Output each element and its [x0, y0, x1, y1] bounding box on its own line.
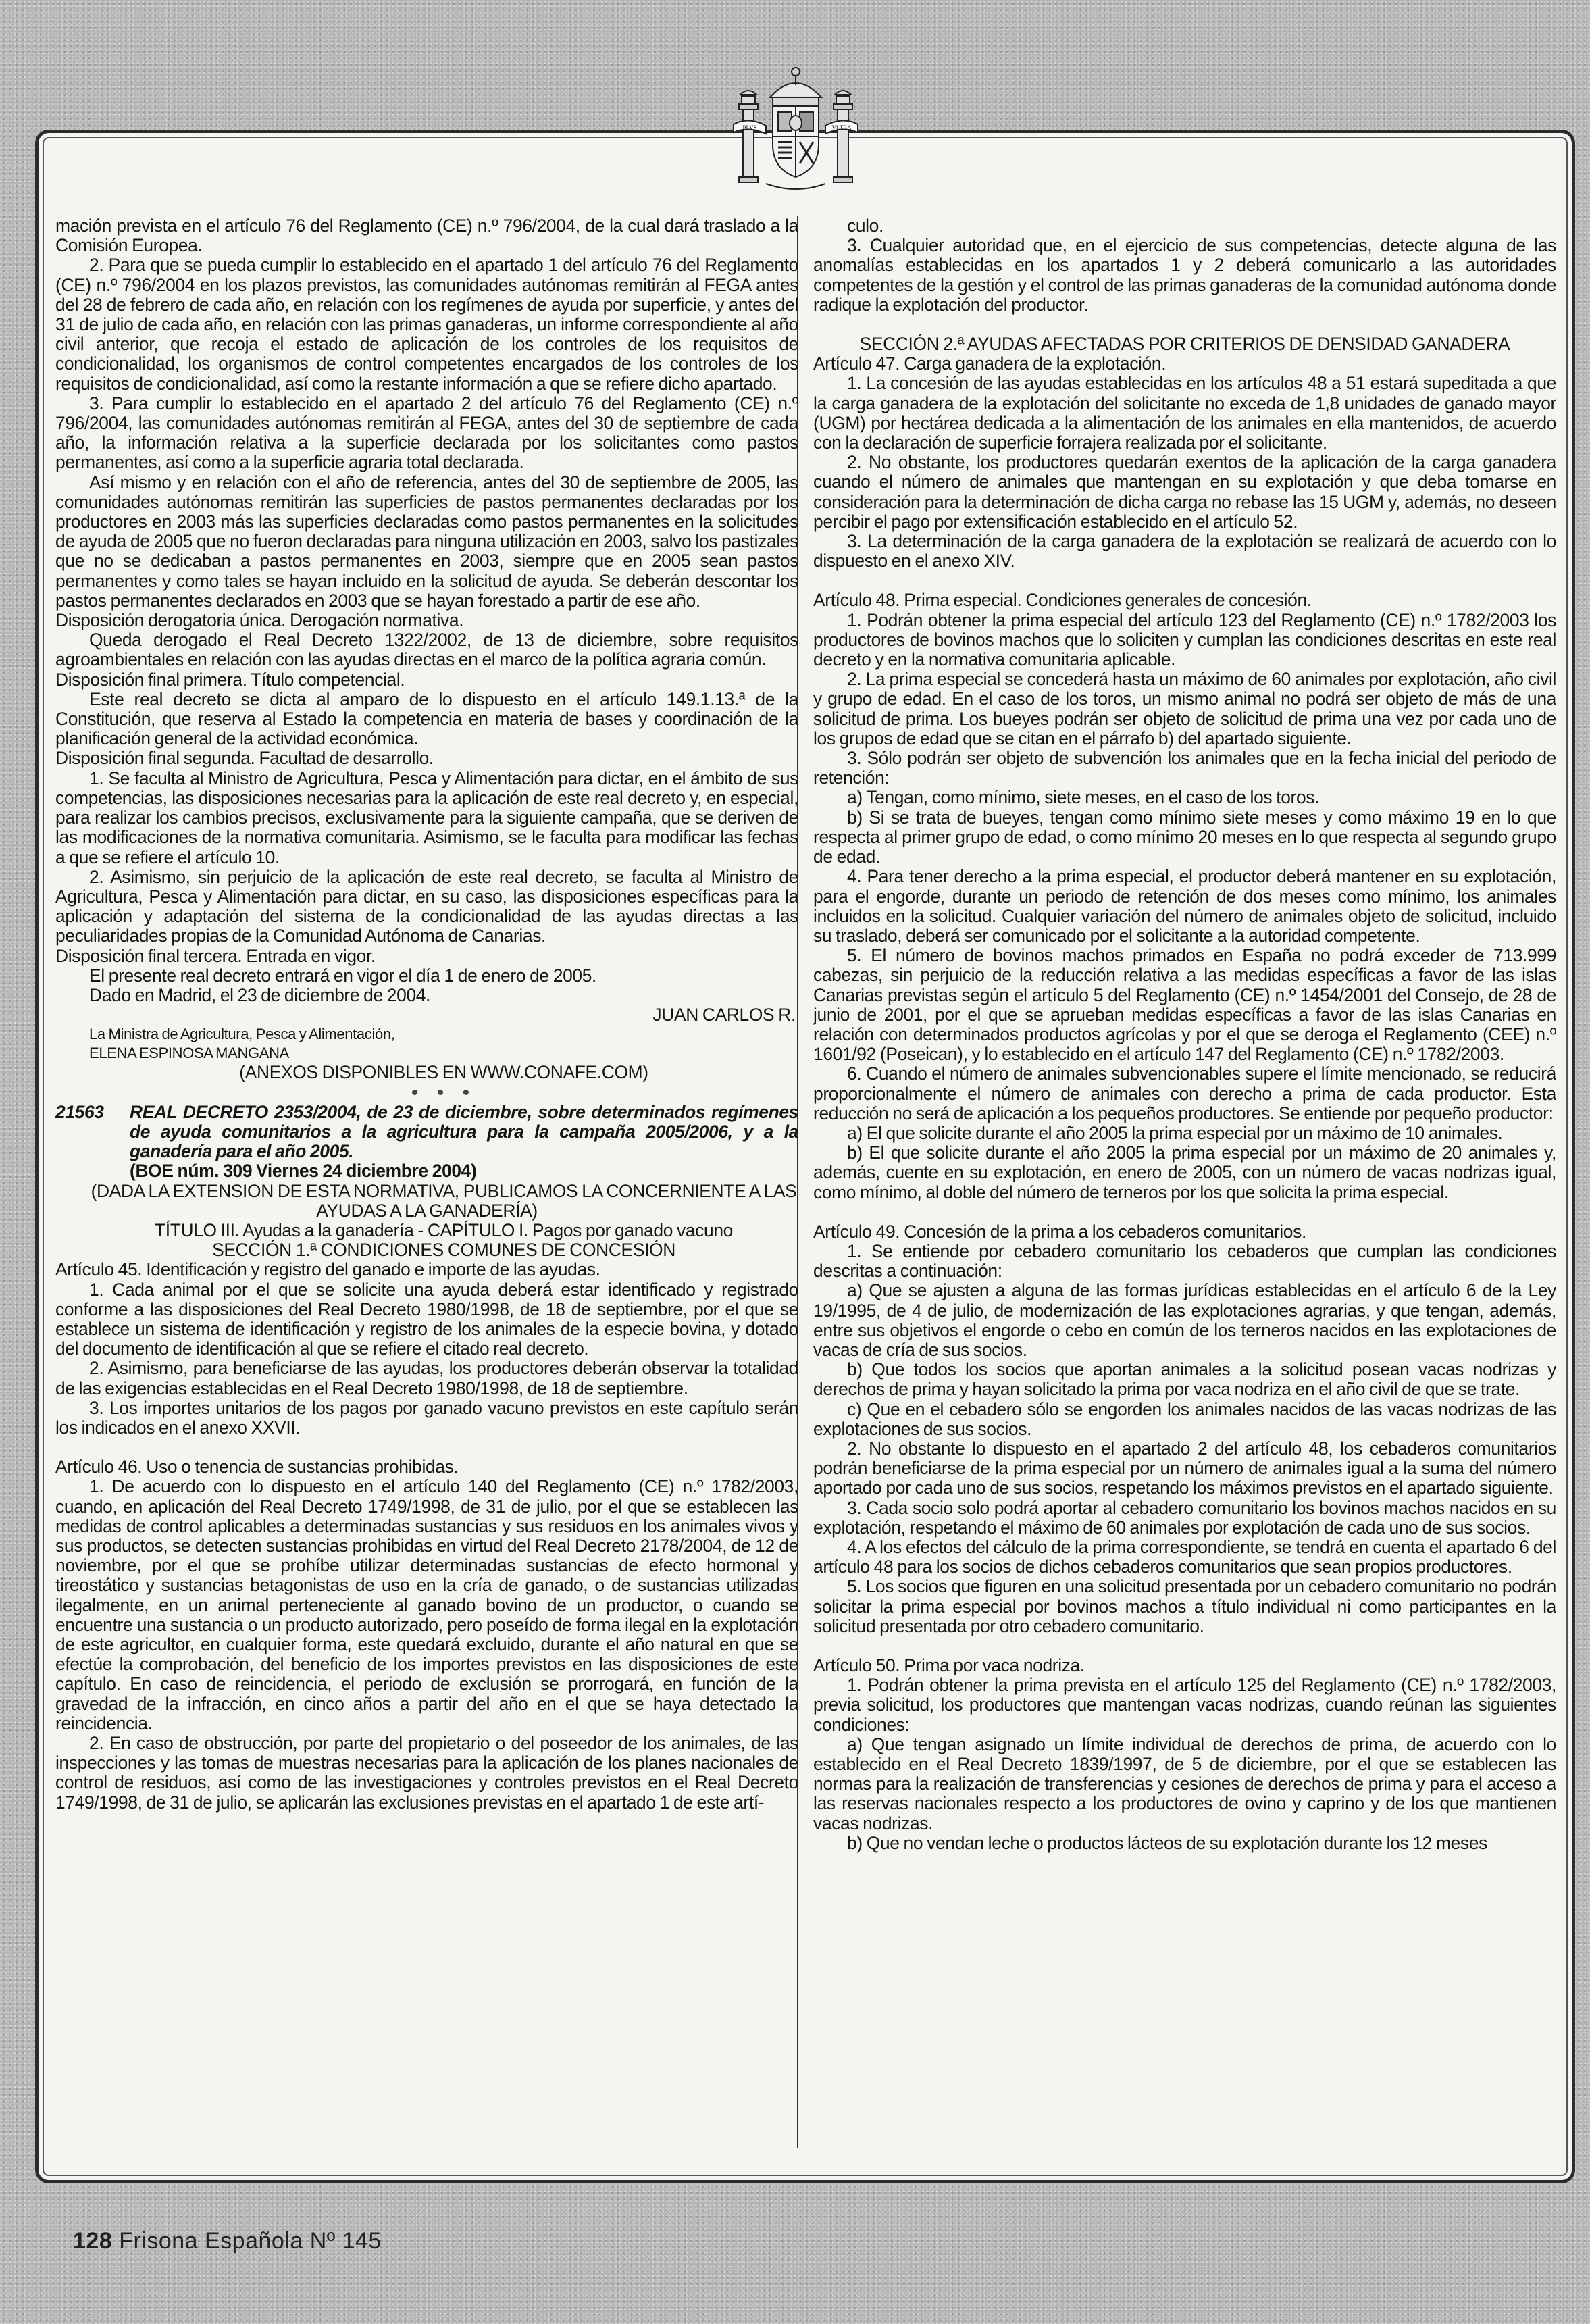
minister-title: La Ministra de Agricultura, Pesca y Alimentación, — [89, 1026, 395, 1043]
paragraph: a) Que se ajusten a alguna de las formas jurídicas establecidas en el artículo 6 de la Ley 19/1995, de 4 de julio, de modernización de las explotaciones agrarias, y que tengan, además, entre sus objetivos el engorde o cebo en común de los terneros nacidos en las explotaciones de vacas de cría de sus socios. — [813, 1280, 1556, 1360]
paragraph: b) Si se trata de bueyes, tengan como mínimo siete meses y como máximo 19 en lo que respecta al primer grupo de edad, o como mínimo 20 meses en lo que respecta al segundo grupo de edad. — [813, 807, 1556, 867]
section-title: SECCIÓN 1.ª CONDICIONES COMUNES DE CONCESIÓN — [212, 1240, 675, 1261]
paragraph: 1. Se entiende por cebadero comunitario los cebaderos que cumplan las condiciones descritas a continuación: — [813, 1240, 1556, 1282]
paragraph: 3. Para cumplir lo establecido en el apartado 2 del artículo 76 del Reglamento (CE) n.º 796/2004, las comunidades autónomas remitirán al FEGA, antes del 30 de septiembre de cada año, la información relativa a la superficie declarada por los solicitantes como pastos permanentes, así como a la superficie agraria total declarada. — [55, 393, 798, 473]
decree-title-text: REAL DECRETO 2353/2004, de 23 de diciembre, sobre determinados regímenes de ayuda comunitarios a la agricultura para la campaña 2005/2006, y a la ganadería para el año 2005. — [130, 1101, 798, 1162]
section-heading: Disposición derogatoria única. Derogación normativa. — [55, 610, 464, 631]
paragraph: Queda derogado el Real Decreto 1322/2002, de 13 de diciembre, sobre requisitos agroambientales en relación con las ayudas directas en el marco de la política agraria común. — [55, 630, 798, 670]
left-column — [55, 216, 798, 2148]
decree-number: 21563 — [55, 1101, 104, 1122]
page-number: 128 — [73, 2228, 113, 2254]
paragraph: 5. El número de bovinos machos primados en España no podrá exceder de 713.999 cabezas, sin perjuicio de la reducción relativa a las medidas específicas a favor de las islas Canarias previstas según el artículo 5 del Reglamento (CE) n.º 1454/2001 del Consejo, de 28 de junio de 2001, por el que se aprueban medidas específicas a favor de las islas Canarias en relación con determinados productos agrícolas y por el que se deroga el Reglamento (CEE) n.º 1601/92 (Poseican), y lo establecido en el artículo 147 del Reglamento (CE) n.º 1782/2003. — [813, 945, 1556, 1065]
annex-note: (ANEXOS DISPONIBLES EN WWW.CONAFE.COM) — [239, 1062, 648, 1083]
paragraph: 4. Para tener derecho a la prima especial, el productor deberá mantener en su explotación, para el engorde, durante un periodo de retención de dos meses como mínimo, los animales incluidos en la solicitud. Cualquier variación del número de animales objeto de solicitud, incluido su traslado, deberá ser comunicado por el solicitante a la autoridad competente. — [813, 866, 1556, 946]
paragraph: 2. Para que se pueda cumplir lo establecido en el apartado 1 del artículo 76 del Reglamento (CE) n.º 796/2004 en los plazos previstos, las comunidades autónomas remitirán al FEGA antes del 28 de febrero de cada año, en relación con los regímenes de ayuda por superficie, y antes del 31 de julio de cada año, en relación con las primas ganaderas, un informe correspondiente al año civil anterior, que recoja el estado de aplicación de los controles de los requisitos de condicionalidad, los organismos de control competentes encargados de los controles de los requisitos de condicionalidad, así como la restante información a que se refiere dicho apartado. — [55, 255, 798, 394]
paragraph: 3. La determinación de la carga ganadera de la explotación se realizará de acuerdo con lo dispuesto en el anexo XIV. — [813, 531, 1556, 572]
paragraph: a) Que tengan asignado un límite individual de derechos de prima, de acuerdo con lo establecido en el Real Decreto 1839/1997, de 5 de diciembre, por el que se establecen las normas para la realización de transferencias y cesiones de derechos de prima y para el acceso a las reservas nacionales respecto a los productores de ovino y caprino y de los que mantienen vacas nodrizas. — [813, 1734, 1556, 1834]
paragraph: 3. Los importes unitarios de los pagos por ganado vacuno previstos en este capítulo serán los indicados en el anexo XXVII. — [55, 1397, 798, 1438]
paragraph: b) Que no vendan leche o productos lácteos de su explotación durante los 12 meses — [847, 1832, 1487, 1853]
paragraph: 2. La prima especial se concederá hasta un máximo de 60 animales por explotación, año civil y grupo de edad. En el caso de los toros, un mismo animal no podrá ser objeto de más de una solicitud de prima. Los bueyes podrán ser objeto de solicitud de prima una vez por cada uno de los grupos de edad que se citan en el párrafo b) del apartado siguiente. — [813, 669, 1556, 749]
paragraph: Dado en Madrid, el 23 de diciembre de 2004. — [89, 984, 431, 1005]
paragraph: 2. No obstante lo dispuesto en el apartado 2 del artículo 48, los cebaderos comunitarios podrán beneficiarse de la prima especial por un número de animales igual a la suma del número aportado por cada uno de sus socios, respetando los máximos previstos en el apartado siguiente. — [813, 1438, 1556, 1498]
paragraph: a) Tengan, como mínimo, siete meses, en el caso de los toros. — [847, 787, 1320, 808]
title-heading: TÍTULO III. Ayudas a la ganadería - CAPÍTULO I. Pagos por ganado vacuno — [154, 1219, 734, 1240]
separator-dots: • • • — [411, 1081, 477, 1104]
paragraph: 5. Los socios que figuren en una solicitud presentada por un cebadero comunitario no podrán solicitar la prima especial por bovinos machos a título individual ni como participantes en la solicitud presentada por otro cebadero comunitario. — [813, 1576, 1556, 1636]
paragraph: a) El que solicite durante el año 2005 la prima especial por un máximo de 10 animales. — [847, 1122, 1503, 1143]
section-heading: Disposición final tercera. Entrada en vigor. — [55, 945, 376, 966]
paragraph: 1. Cada animal por el que se solicite una ayuda deberá estar identificado y registrado conforme a las disposiciones del Real Decreto 1980/1998, de 18 de septiembre, por el que se establece un sistema de identificación y registro de los animales de la especie bovina, y dotado del documento de identificación al que se refiere el citado real decreto. — [55, 1279, 798, 1359]
paragraph: culo. — [847, 216, 883, 236]
signer-name: JUAN CARLOS R. — [652, 1005, 796, 1026]
article-heading: Artículo 49. Concesión de la prima a los cebaderos comunitarios. — [813, 1221, 1306, 1242]
paragraph: 2. Asimismo, sin perjuicio de la aplicación de este real decreto, se faculta al Ministro de Agricultura, Pesca y Alimentación para dictar, en su caso, las disposiciones específicas para la aplicación y adaptación del sistema de la condicionalidad de las ayudas directas a las peculiaridades propias de la Comunidad Autónoma de Canarias. — [55, 866, 798, 946]
decree-title — [130, 1103, 798, 1182]
paragraph: b) El que solicite durante el año 2005 la prima especial por un máximo de 20 animales y, además, cuente en su explotación, en enero de 2005, con un número de vacas nodrizas igual, como mínimo, al doble del número de terneros por los que solicita la prima especial. — [813, 1142, 1556, 1203]
paragraph: El presente real decreto entrará en vigor el día 1 de enero de 2005. — [89, 965, 597, 986]
crest-motto-right: VLTRA — [831, 124, 852, 131]
paragraph: Este real decreto se dicta al amparo de lo dispuesto en el artículo 149.1.13.ª de la Constitución, que reserva al Estado la competencia en materia de bases y coordinación de la planificación general de la actividad económica. — [55, 688, 798, 749]
spanish-coat-of-arms-icon — [728, 62, 863, 195]
minister-name: ELENA ESPINOSA MANGANA — [89, 1044, 289, 1062]
article-heading: Artículo 46. Uso o tenencia de sustancias prohibidas. — [55, 1457, 459, 1477]
paragraph: 1. Se faculta al Ministro de Agricultura, Pesca y Alimentación para dictar, en el ámbito de sus competencias, las disposiciones necesarias para la aplicación de este real decreto y, en especial, para realizar los cambios precisos, exclusivamente para la siguiente campaña, que se deriven de las modificaciones de la normativa comunitaria. Asimismo, se le faculta para modificar las fechas a que se refiere el artículo 10. — [55, 767, 798, 867]
page-footer — [73, 2228, 382, 2254]
section-heading: Disposición final segunda. Facultad de desarrollo. — [55, 748, 434, 769]
article-heading: Artículo 47. Carga ganadera de la explotación. — [813, 353, 1166, 374]
paragraph: 4. A los efectos del cálculo de la prima correspondiente, se tendrá en cuenta el apartado 6 del artículo 48 para los socios de dichos cebaderos comunitarios que sean propios productores. — [813, 1537, 1556, 1577]
decree-boe: (BOE núm. 309 Viernes 24 diciembre 2004) — [130, 1161, 477, 1182]
publication-name: Frisona Española Nº 145 — [119, 2228, 382, 2254]
article-heading: Artículo 50. Prima por vaca nodriza. — [813, 1655, 1085, 1676]
paragraph: 3. Cualquier autoridad que, en el ejercicio de sus competencias, detecte alguna de las anomalías establecidas en los apartados 1 y 2 deberá comunicarlo a las autoridades competentes de la gestión y el control de las primas ganaderas de la comunidad autónoma donde radique la explotación del productor. — [813, 235, 1556, 315]
right-column — [813, 216, 1556, 2148]
paragraph: 2. En caso de obstrucción, por parte del propietario o del poseedor de los animales, de las inspecciones y las tomas de muestras necesarias para la aplicación de los planes nacionales de control de residuos, así como de las investigaciones y controles previstos en el Real Decreto 1749/1998, de 31 de julio, se aplicarán las exclusiones previstas en el apartado 1 de este artí- — [55, 1733, 798, 1813]
section-heading: Disposición final primera. Título competencial. — [55, 669, 405, 690]
crest-motto-left: PLVS — [742, 124, 757, 131]
article-heading: Artículo 45. Identificación y registro del ganado e importe de las ayudas. — [55, 1259, 600, 1280]
paragraph: 2. Asimismo, para beneficiarse de las ayudas, los productores deberán observar la totalidad de las exigencias establecidas en el Real Decreto 1980/1998, de 18 de septiembre. — [55, 1358, 798, 1398]
paragraph: 1. Podrán obtener la prima especial del artículo 123 del Reglamento (CE) n.º 1782/2003 los productores de bovinos machos que lo soliciten y cumplan las condiciones descritas en este real decreto y en la normativa comunitaria aplicable. — [813, 609, 1556, 670]
paragraph: Así mismo y en relación con el año de referencia, antes del 30 de septiembre de 2005, las comunidades autónomas remitirán las superficies de pastos permanentes declaradas por los productores en 2003 más las superficies declaradas como pastos permanentes en la solicitudes de ayuda de 2005 que no fueron declaradas para ninguna utilización en 2003, salvo los pastizales que no se dedicaban a pastos permanentes en 2003, siempre que en 2005 sean pastos permanentes y como tales se hayan incluido en la solicitud de ayuda. Se deberán descontar los pastos permanentes declarados en 2003 que se hayan forestado a partir de ese año. — [55, 472, 798, 611]
article-heading: Artículo 48. Prima especial. Condiciones generales de concesión. — [813, 590, 1312, 611]
paragraph: 2. No obstante, los productores quedarán exentos de la aplicación de la carga ganadera cuando el número de animales que mantengan en su explotación y que deba tomarse en consideración para la determinación de dicha carga no rebase las 15 UGM y, además, no deseen percibir el pago por extensificación establecido en el artículo 52. — [813, 452, 1556, 532]
paragraph: 1. De acuerdo con lo dispuesto en el artículo 140 del Reglamento (CE) n.º 1782/2003, cuando, en aplicación del Real Decreto 1749/1998, de 31 de julio, por el que se establecen las medidas de control aplicables a determinadas sustancias y sus residuos en los animales vivos y sus productos, se detecten sustancias prohibidas en virtud del Real Decreto 2178/2004, de 12 de noviembre, por el que se prohíbe utilizar determinadas sustancias de efecto hormonal y tireostático y sustancias betagonistas de uso en la cría de ganado, o de sustancias utilizadas ilegalmente, en un animal perteneciente al ganado bovino de un productor, o cuando se encuentre una sustancia o un producto autorizado, pero poseído de forma ilegal en la explotación de este agricultor, en cualquier forma, este quedará excluido, durante el año natural en que se efectúe la comprobación, del beneficio de los importes previstos en las disposiciones de este capítulo. En caso de reincidencia, el periodo de exclusión se prorrogará, en función de la gravedad de la infracción, en cinco años a partir del año en el que se haya detectado la reincidencia. — [55, 1476, 798, 1734]
paragraph: c) Que en el cebadero sólo se engorden los animales nacidos de las vacas nodrizas de las explotaciones de sus socios. — [813, 1398, 1556, 1439]
paragraph: mación prevista en el artículo 76 del Reglamento (CE) n.º 796/2004, de la cual dará traslado a la Comisión Europea. — [55, 216, 798, 256]
paragraph: b) Que todos los socios que aportan animales a la solicitud posean vacas nodrizas y derechos de prima y hayan solicitado la prima por vaca nodriza en el año civil de que se trate. — [813, 1359, 1556, 1400]
paragraph: 3. Sólo podrán ser objeto de subvención los animales que en la fecha inicial del periodo de retención: — [813, 748, 1556, 788]
paragraph: 6. Cuando el número de animales subvencionables supere el límite mencionado, se reducirá proporcionalmente el número de animales con derecho a prima de cada productor. Esta reducción no será de aplicación a los pequeños productores. Se entiende por pequeño productor: — [813, 1063, 1556, 1123]
paragraph: 3. Cada socio solo podrá aportar al cebadero comunitario los bovinos machos nacidos en su explotación, respetando el máximo de 60 animales por explotación de cada uno de sus socios. — [813, 1497, 1556, 1538]
section-title: SECCIÓN 2.ª AYUDAS AFECTADAS POR CRITERIOS DE DENSIDAD GANADERA — [859, 334, 1510, 355]
paragraph: 1. La concesión de las ayudas establecidas en los artículos 48 a 51 estará supeditada a que la carga ganadera de la explotación del solicitante no exceda de 1,8 unidades de ganado mayor (UGM) por hectárea dedicada a la alimentación de los animales en ella mantenidos, de acuerdo con la declaración de superficie forrajera realizada por el solicitante. — [813, 373, 1556, 453]
paragraph: 1. Podrán obtener la prima prevista en el artículo 125 del Reglamento (CE) n.º 1782/2003, previa solicitud, los productores que mantengan vacas nodrizas, cuando reúnan las siguientes condiciones: — [813, 1675, 1556, 1735]
extension-note: (DADA LA EXTENSION DE ESTA NORMATIVA, PUBLICAMOS LA CONCERNIENTE A LAS AYUDAS A LA GANADERÍA) — [91, 1180, 797, 1221]
decree-header — [55, 1103, 798, 1182]
